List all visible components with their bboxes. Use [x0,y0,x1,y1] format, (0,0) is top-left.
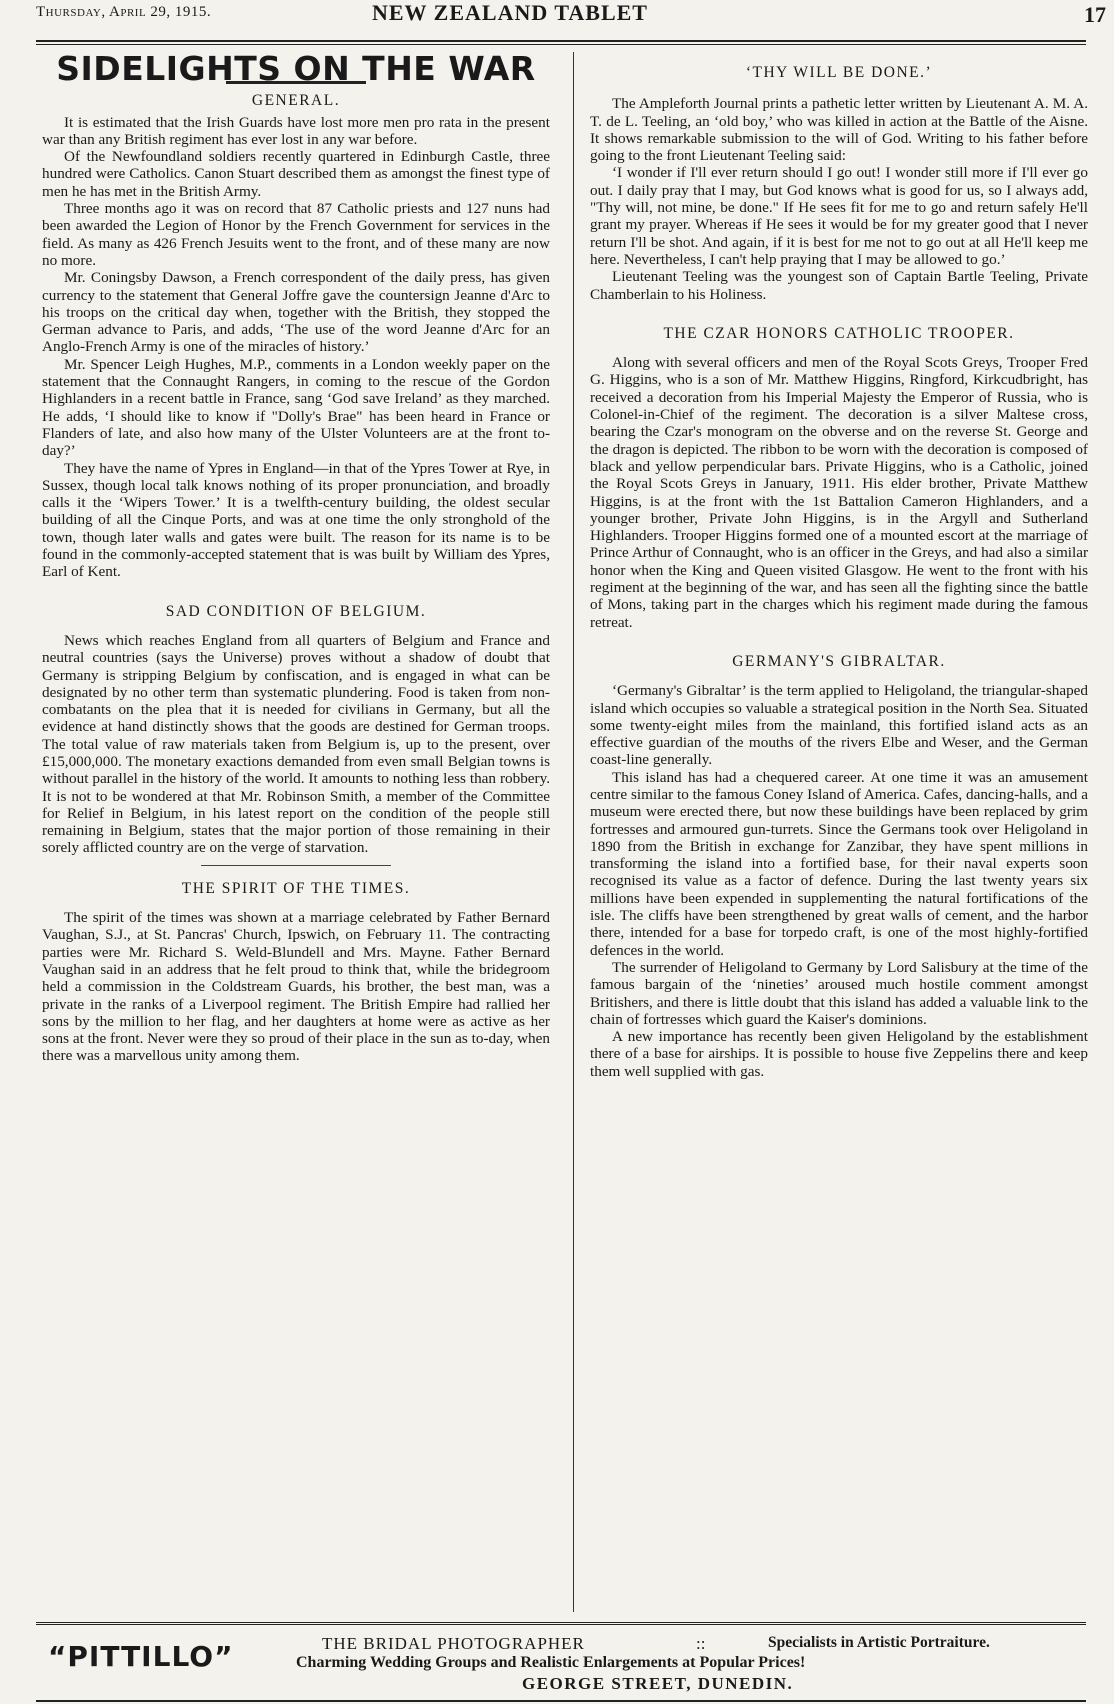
masthead-title: NEW ZEALAND TABLET [372,0,648,25]
paragraph: They have the name of Ypres in England—in that of the Ypres Tower at Rye, in Sussex, though local talk knows nothing of its proper pronunciation, and broadly calls it the ‘Wipers Tower.’ It is a twelfth-century building, the oldest secular building of all the Cinque Ports, and was at one time the only stronghold of the town, though later walls and gates were built. The reason for its name is to be found in the commonly-accepted statement that is was built by William des Ypres, Earl of Kent. [42,459,550,581]
advert-specialty: Specialists in Artistic Portraiture. [768,1634,990,1651]
right-column [590,52,1088,1080]
paragraph: Mr. Spencer Leigh Hughes, M.P., comments in a London weekly paper on the statement that the Connaught Rangers, in coming to the rescue of the Gordon Highlanders in a recent battle in France, sang ‘God save Ireland’ as they marched. He adds, ‘I should like to know if "Dolly's Brae" has been heard in France or Flanders of late, and also how many of the Ulster Volunteers are at the front to-day?’ [42,355,550,460]
section-rule [201,865,391,866]
advert-tagline: THE BRIDAL PHOTOGRAPHER [322,1634,585,1653]
paragraph: The Ampleforth Journal prints a pathetic letter written by Lieutenant A. M. A. T. de L. Teeling, an ‘old boy,’ who was killed in action at the Battle of the Aisne. It shows remarkable submission to the will of God. Writing to his father before going to the front Lieutenant Teeling said: [590,95,1088,165]
section-title-general: GENERAL. [251,92,341,110]
quoted-letter: ‘I wonder if I'll ever return should I go out! I wonder still more if I'll ever go out. I daily pray that I may, but God knows what is good for us, so I always add, "Thy will, not mine, be done." If He sees fit for me to go and return safely He'll grant my prayer. Whereas if He sees it would be for my greater good that I never return I'll be shot. And again, if it is best for me not to go out at all He'll keep me here. Nevertheless, I can't help praying that I may be allowed to go.’ [590,164,1088,268]
paragraph: Mr. Coningsby Dawson, a French correspondent of the daily press, has given currency to the statement that General Joffre gave the countersign Jeanne d'Arc to his troops on the critical day when, together with the British, they stopped the German advance to Paris, and adds, ‘The use of the word Jeanne d'Arc for an Anglo-French Army is one of the miracles of history.’ [42,269,550,356]
masthead-rule-thin [36,44,1086,45]
paragraph: Three months ago it was on record that 87 Catholic priests and 127 nuns had been awarded the Legion of Honor by the French Government for services in the field. As many as 426 French Jesuits went to the front, and of these many are now no more. [42,200,550,269]
masthead-rule [36,40,1086,42]
section-title-belgium: SAD CONDITION OF BELGIUM. [165,602,427,620]
advert-brand: “PITTILLO” [48,1640,234,1673]
page-heading: SIDELIGHTS ON THE WAR [56,49,536,88]
section-title-czar: THE CZAR HONORS CATHOLIC TROOPER. [663,324,1015,342]
advert-separator: :: [696,1634,706,1653]
advert-rule-top [36,1622,1086,1625]
paragraph: It is estimated that the Irish Guards have lost more men pro rata in the present war than any British regiment has ever lost in any war before. [42,113,550,148]
column-divider [573,52,574,1612]
advert-address: GEORGE STREET, DUNEDIN. [522,1674,794,1693]
paragraph: News which reaches England from all quarters of Belgium and France and neutral countries (says the Universe) proves without a shadow of doubt that Germany is stripping Belgium by confiscation, and is engaged in what can be designated by no other term than systematic plundering. Food is taken from non-combatants on the plea that it is needed for civilians in Germany, but all the evidence at hand distinctly shows that the goods are destined for German troops. The total value of raw materials taken from Belgium is, up to the present, over £15,000,000. The monetary exactions demanded from even small Belgian towns is without parallel in the history of the world. It amounts to nothing less than robbery. It is not to be wondered at that Mr. Robinson Smith, a member of the Committee for Relief in Belgium, in his latest report on the condition of the people still remaining in Belgium, states that the major portion of those remaining in their sorely afflicted country are on the verge of starvation. [42,631,550,857]
left-column [42,49,550,1065]
issue-date: Thursday, April 29, 1915. [36,4,212,20]
advert-offer: Charming Wedding Groups and Realistic Enlargements at Popular Prices! [296,1654,806,1671]
paragraph: Of the Newfoundland soldiers recently quartered in Edinburgh Castle, three hundred were Catholics. Canon Stuart described them as amongst the finest type of men he has met in the British Army. [42,148,550,200]
page-number: 17 [1084,2,1106,27]
section-title-spirit: THE SPIRIT OF THE TIMES. [181,879,411,897]
paragraph: Along with several officers and men of the Royal Scots Greys, Trooper Fred G. Higgins, who is a son of Mr. Matthew Higgins, Ringford, Kirkcudbright, has received a decoration from his Imperial Majesty the Emperor of Russia, who is Colonel-in-Chief of the regiment. The decoration is a silver Maltese cross, bearing the Czar's monogram on the obverse and on the reverse St. George and the dragon is depicted. The ribbon to be worn with the decoration is composed of black and yellow perpendicular bars. Private Higgins, who is a Catholic, joined the Royal Scots Greys in January, 1911. His elder brother, Private Matthew Higgins, is at the front with the 1st Battalion Cameron Highlanders, and a younger brother, Private John Higgins, is in the Argyll and Sutherland Highlanders. Trooper Higgins formed one of a mounted escort at the marriage of Prince Arthur of Connaught, who is an officer in the Greys, and had also a similar honor when the King and Queen visited Glasgow. He went to the front with his regiment at the beginning of the war, and has seen all the fighting since the battle of Mons, taking part in the charges which his regiment made during the famous retreat. [590,354,1088,631]
paragraph: The surrender of Heligoland to Germany by Lord Salisbury at the time of the famous bargain of the ‘nineties’ aroused much hostile comment amongst Britishers, and there is little doubt that this island has added a valuable link to the chain of fortresses which guard the Kaiser's dominions. [590,958,1088,1028]
paragraph: Lieutenant Teeling was the youngest son of Captain Bartle Teeling, Private Chamberlain to his Holiness. [590,268,1088,303]
section-title-will: ‘THY WILL BE DONE.’ [745,64,933,81]
paragraph: The spirit of the times was shown at a marriage celebrated by Father Bernard Vaughan, S.J., at St. Pancras' Church, Ipswich, on February 11. The contracting parties were Mr. Richard S. Weld-Blundell and Mrs. Mayne. Father Bernard Vaughan said in an address that he felt proud to think that, while the bridegroom held a commission in the Coldstream Guards, his brother, the best man, was a private in the ranks of a Liverpool regiment. The British Empire had rallied her sons by the million to her flag, and her daughters at home were as active as her sons at the front. Never were they so proud of their place in the sun as to-day, when there was a marvellous unity among them. [42,909,550,1065]
paragraph: A new importance has recently been given Heligoland by the establishment there of a base for airships. It is possible to house five Zeppelins there and keep them well supplied with gas. [590,1028,1088,1080]
advert-rule-bottom [36,1700,1086,1702]
paragraph: ‘Germany's Gibraltar’ is the term applied to Heligoland, the triangular-shaped island which occupies so valuable a strategical position in the North Sea. Situated some twenty-eight miles from the mainland, this fortified island acts as an effective guardian of the mouths of the rivers Elbe and Weser, and the German coast-line generally. [590,682,1088,769]
section-title-gibraltar: GERMANY'S GIBRALTAR. [732,652,946,670]
paragraph: This island has had a chequered career. At one time it was an amusement centre similar to the famous Coney Island of America. Cafes, dancing-halls, and a museum were erected there, but now these buildings have been replaced by grim fortresses and armoured gun-turrets. Since the Germans took over Heligoland in 1890 from the British in exchange for Zanzibar, they have spent millions in transforming the island into a fortified base, for their naval experts soon recognised its value as a factor of defence. During the last twenty years six millions have been expended in supplementing the natural fortifications of the isle. The cliffs have been strengthened by great walls of cement, and the harbor there, intended for a base for torpedo craft, is one of the most highly-fortified defences in the world. [590,768,1088,959]
